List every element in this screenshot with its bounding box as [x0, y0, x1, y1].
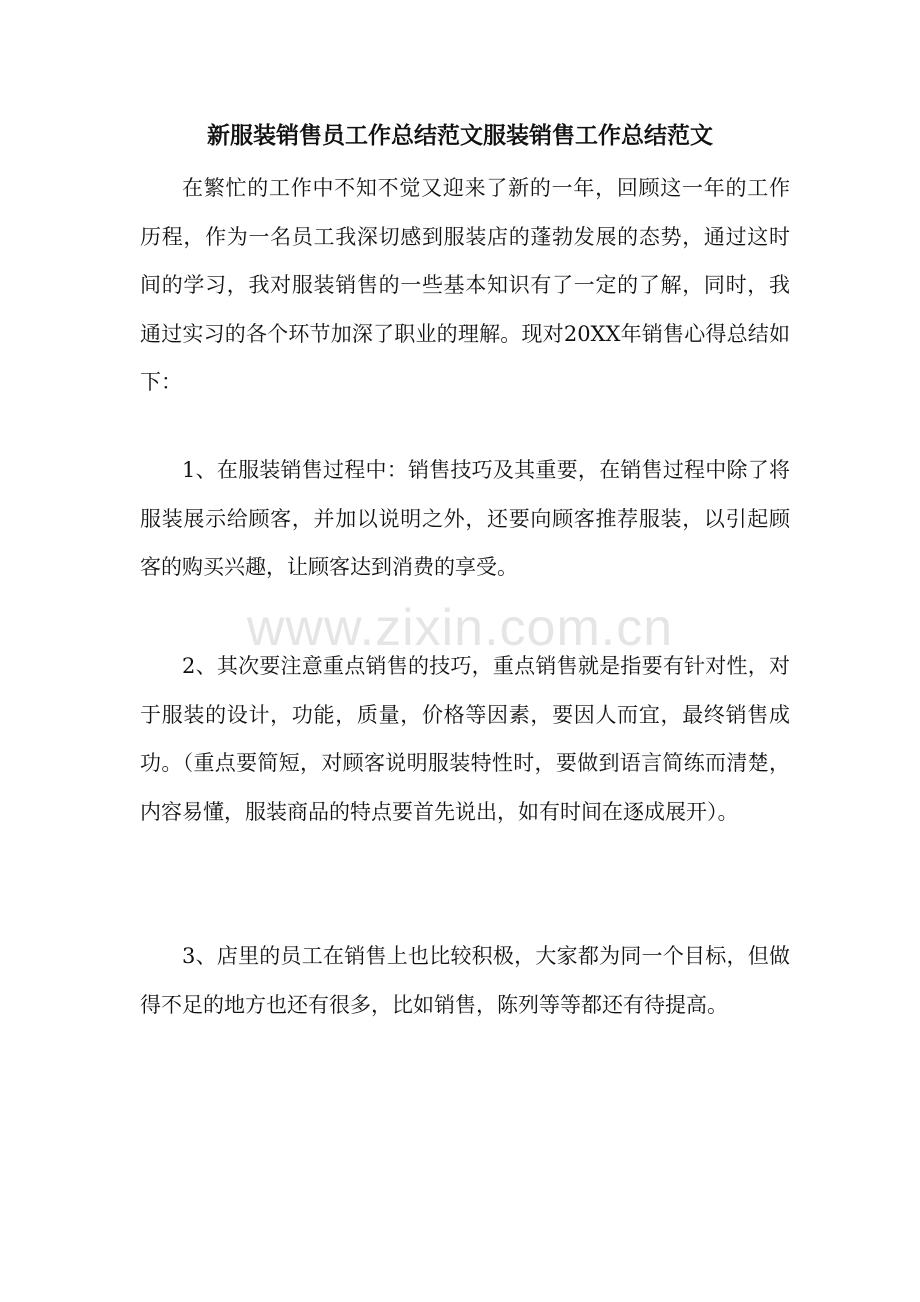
point-3-paragraph: 3、店里的员工在销售上也比较积极，大家都为同一个目标，但做得不足的地方也还有很多，比如销售，陈列等等都还有待提高。 [140, 944, 790, 1017]
point-2-paragraph: 2、其次要注意重点销售的技巧，重点销售就是指要有针对性，对于服装的设计，功能，质量，价格等因素，要因人而宜，最终销售成功。（重点要简短，对顾客说明服装特性时，要做到语言简练而清楚，内容易懂，服装商品的特点要首先说出，如有时间在逐成展开）。 [140, 654, 790, 824]
watermark: www.zixin.com.cn [246, 599, 674, 657]
document-title: 新服装销售员工作总结范文服装销售工作总结范文 [207, 122, 713, 149]
intro-paragraph: 在繁忙的工作中不知不觉又迎来了新的一年，回顾这一年的工作历程，作为一名员工我深切感到服装店的蓬勃发展的态势，通过这时间的学习，我对服装销售的一些基本知识有了一定的了解，同时，我通过实习的各个环节加深了职业的理解。现对20XX年销售心得总结如下： [140, 176, 790, 395]
point-1-paragraph: 1、在服装销售过程中：销售技巧及其重要，在销售过程中除了将服装展示给顾客，并加以说明之外，还要向顾客推荐服装，以引起顾客的购买兴趣，让顾客达到消费的享受。 [140, 458, 790, 580]
